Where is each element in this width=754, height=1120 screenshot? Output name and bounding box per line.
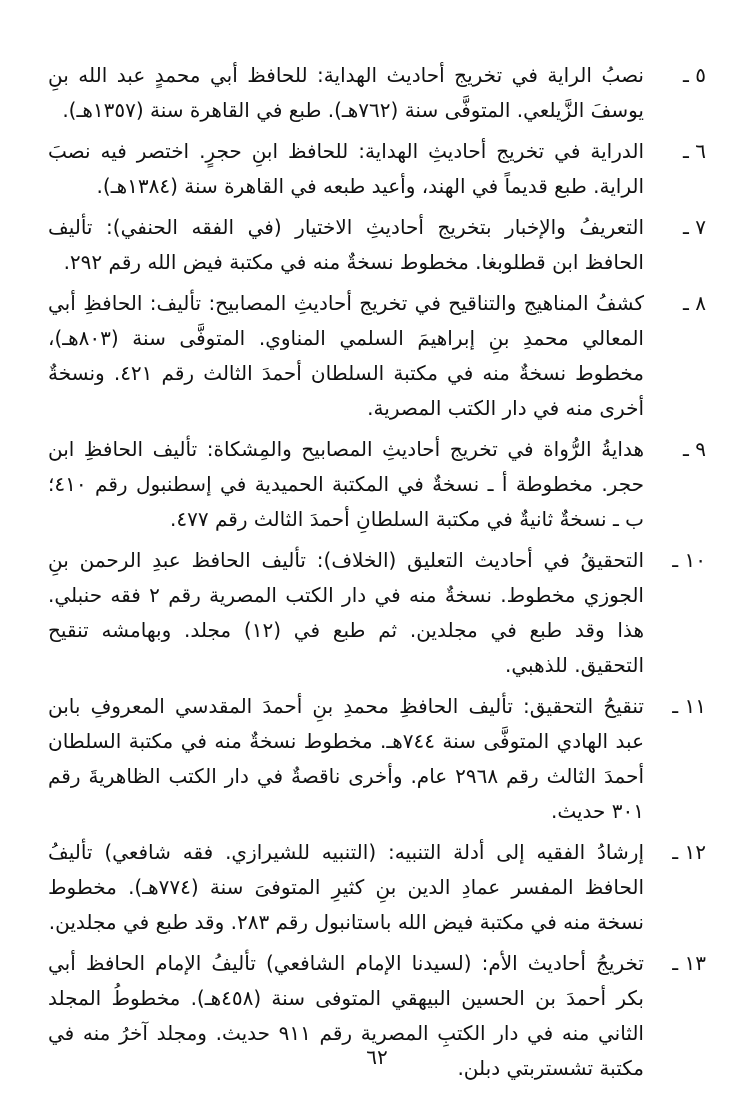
- entry-number: ١٢ ـ: [672, 840, 706, 864]
- entry-number: ٦ ـ: [683, 139, 706, 163]
- entry-text: التحقيقُ في أحاديث التعليق (الخلاف): تأليف الحافظ عبدِ الرحمن بنِ الجوزي مخطوط. نسخةٌ منه في دار الكتب المصرية رقم ٢ فقه حنبلي. هذا وقد طبع في مجلدين. ثم طبع في (١٢) مجلد. وبهامشه تنقيح التحقيق. للذهبي.: [48, 548, 645, 677]
- entry-number: ٨ ـ: [683, 291, 706, 315]
- entry-number: ١٠ ـ: [672, 548, 706, 572]
- entry-10: [48, 543, 706, 683]
- entry-text: كشفُ المناهيج والتناقيح في تخريج أحاديثِ المصابيح: تأليف: الحافظِ أبي المعالي محمدِ بنِ إبراهيمَ السلمي المناوي. المتوفَّى سنة (٨٠٣هـ)، مخطوط نسخةٌ منه في مكتبة السلطان أحمدَ الثالث رقم ٤٢١. ونسخةٌ أخرى منه في دار الكتب المصرية.: [48, 291, 644, 420]
- entry-number: ٥ ـ: [683, 63, 706, 87]
- entry-number: ١١ ـ: [672, 694, 706, 718]
- entry-text: إرشادُ الفقيه إلى أدلة التنبيه: (التنبيه للشيرازي. فقه شافعي) تأليفُ الحافظ المفسر عمادِ الدين بنِ كثيرِ المتوفىَ سنة (٧٧٤هـ). مخطوط نسخة منه في مكتبة فيض الله باستانبول رقم ٢٨٣. وقد طبع في مجلدين.: [48, 840, 644, 934]
- entry-text: تنقيحُ التحقيق: تأليف الحافظِ محمدِ بنِ أحمدَ المقدسي المعروفِ بابن عبد الهادي المتوفَّى سنة ٧٤٤هـ. مخطوط نسخةٌ منه في مكتبة السلطان أحمدَ الثالث رقم ٢٩٦٨ عام. وأخرى ناقصةٌ في دار الكتب الظاهريةَ رقم ٣٠١ حديث.: [48, 694, 645, 823]
- entry-8: [48, 286, 706, 426]
- entry-11: [48, 689, 706, 829]
- entry-text: نصبُ الراية في تخريج أحاديث الهداية: للحافظ أبي محمدٍ عبد الله بنِ يوسفَ الزَّيلعي. المتوفَّى سنة (٧٦٢هـ). طبع في القاهرة سنة (١٣٥٧هـ).: [48, 63, 644, 122]
- entry-number: ٧ ـ: [683, 215, 706, 239]
- entry-12: [48, 835, 706, 940]
- entry-text: هدايةُ الرُّواة في تخريج أحاديثِ المصابيح والمِشكاة: تأليف الحافظِ ابن حجر. مخطوطة أ ـ نسخةٌ في المكتبة الحميدية في إسطنبول رقم ٤١٠؛ ب ـ نسخةٌ ثانيةٌ في مكتبة السلطانِ أحمدَ الثالث رقم ٤٧٧.: [48, 437, 644, 531]
- entry-5: [48, 58, 706, 128]
- entry-text: تخريجُ أحاديث الأم: (لسيدنا الإمام الشافعي) تأليفُ الإمام الحافظ أبي بكر أحمدَ بن الحسين البيهقي المتوفى سنة (٤٥٨هـ). مخطوطُ المجلد الثاني منه في دار الكتبِ المصرية رقم ٩١١ حديث. ومجلد آخرُ منه في مكتبة تشستربتي دبلن.: [48, 951, 645, 1080]
- entry-6: [48, 134, 706, 204]
- page-body: [48, 58, 706, 1092]
- entry-text: التعريفُ والإخبار بتخريج أحاديثِ الاختيار (في الفقه الحنفي): تأليف الحافظ ابن قطلوبغا. مخطوط نسخةٌ منه في مكتبة فيض الله رقم ٢٩٢.: [48, 215, 644, 274]
- entry-number: ٩ ـ: [683, 437, 706, 461]
- entry-9: [48, 432, 706, 537]
- page-number: ٦٢: [366, 1045, 388, 1069]
- entry-text: الدراية في تخريج أحاديثِ الهداية: للحافظ ابنِ حجرٍ. اختصر فيه نصبَ الراية. طبع قديماً في الهند، وأعيد طبعه في القاهرة سنة (١٣٨٤هـ).: [48, 139, 644, 198]
- entry-number: ١٣ ـ: [672, 951, 706, 975]
- entry-7: [48, 210, 706, 280]
